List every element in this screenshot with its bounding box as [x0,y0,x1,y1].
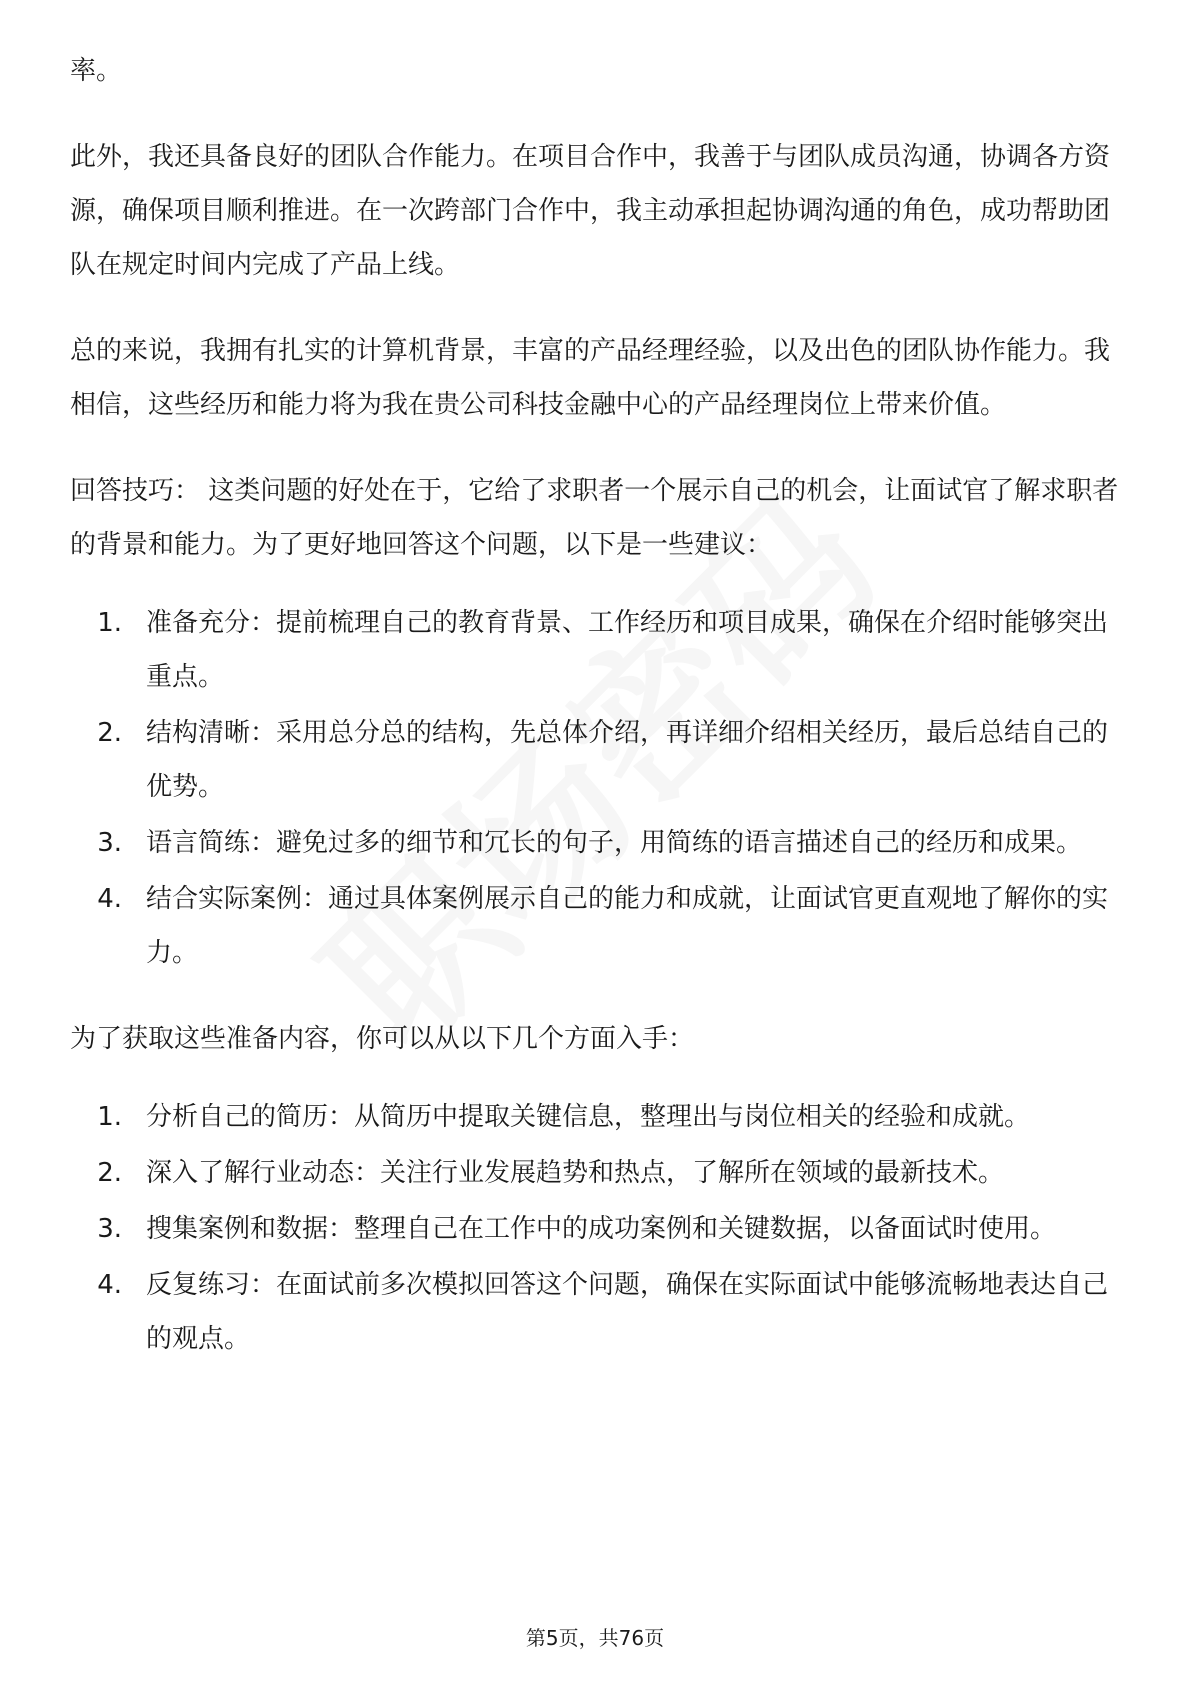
list-number: 2. [97,718,122,748]
list-item [70,706,1120,814]
list-item [70,596,1120,704]
list-item [70,1202,1120,1256]
list-number: 2. [97,1158,122,1188]
document-body [70,44,1120,1366]
list-item [70,1090,1120,1144]
list-number: 4. [97,884,122,914]
tips-list [70,596,1120,980]
list-text: 分析自己的简历：从简历中提取关键信息，整理出与岗位相关的经验和成就。 [146,1102,1031,1132]
paragraph-continuation: 率。 [70,56,123,86]
page-number: 第5页，共76页 [525,1626,665,1650]
list-text: 结合实际案例：通过具体案例展示自己的能力和成就，让面试官更直观地了解你的实力。 [146,884,1109,968]
list-item [70,1258,1120,1366]
list-text: 结构清晰：采用总分总的结构，先总体介绍，再详细介绍相关经历，最后总结自己的优势。 [146,718,1109,802]
paragraph-answer-tips: 回答技巧： 这类问题的好处在于，它给了求职者一个展示自己的机会，让面试官了解求职者的背景和能力。为了更好地回答这个问题，以下是一些建议： [70,476,1119,560]
list-number: 1. [97,1102,122,1132]
list-item [70,816,1120,870]
list-item [70,872,1120,980]
paragraph-preparation: 为了获取这些准备内容，你可以从以下几个方面入手： [70,1024,695,1054]
list-text: 反复练习：在面试前多次模拟回答这个问题，确保在实际面试中能够流畅地表达自己的观点。 [146,1270,1109,1354]
list-number: 3. [97,1214,122,1244]
list-text: 搜集案例和数据：整理自己在工作中的成功案例和关键数据，以备面试时使用。 [146,1214,1057,1244]
list-number: 1. [97,608,122,638]
list-text: 语言简练：避免过多的细节和冗长的句子，用简练的语言描述自己的经历和成果。 [146,828,1083,858]
paragraph-teamwork: 此外，我还具备良好的团队合作能力。在项目合作中，我善于与团队成员沟通，协调各方资源，确保项目顺利推进。在一次跨部门合作中，我主动承担起协调沟通的角色，成功帮助团队在规定时间内完成了产品上线。 [70,142,1111,280]
preparation-list [70,1090,1120,1366]
list-text: 准备充分：提前梳理自己的教育背景、工作经历和项目成果，确保在介绍时能够突出重点。 [146,608,1109,692]
list-item [70,1146,1120,1200]
list-text: 深入了解行业动态：关注行业发展趋势和热点，了解所在领域的最新技术。 [146,1158,1005,1188]
paragraph-summary: 总的来说，我拥有扎实的计算机背景，丰富的产品经理经验，以及出色的团队协作能力。我相信，这些经历和能力将为我在贵公司科技金融中心的产品经理岗位上带来价值。 [70,336,1111,420]
list-number: 3. [97,828,122,858]
list-number: 4. [97,1270,122,1300]
